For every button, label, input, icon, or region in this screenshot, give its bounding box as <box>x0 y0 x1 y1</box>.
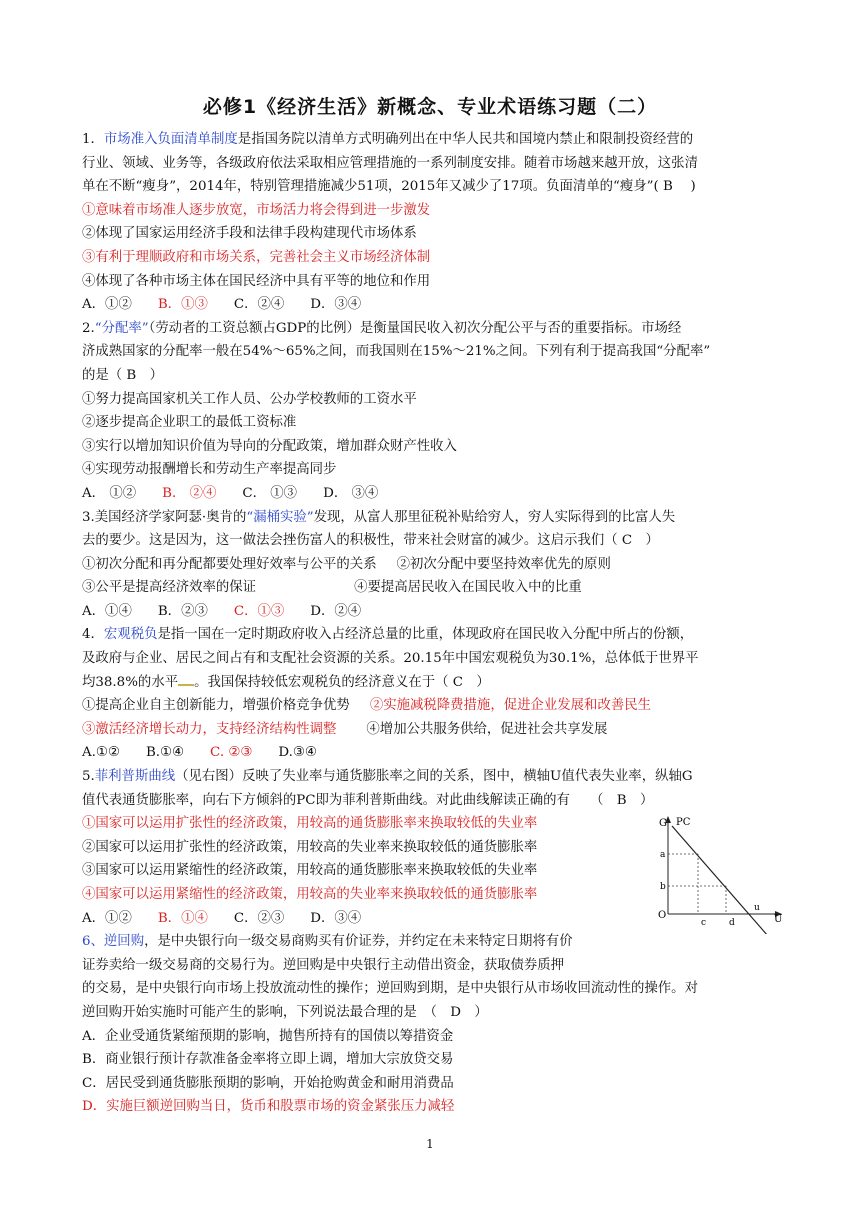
u-mark: u <box>754 903 760 913</box>
term-highlight: “分配率” <box>94 320 149 336</box>
question-text: 单在不断“瘦身”，2014年，特别管理措施减少51项，2015年又减少了17项。负面清单的“瘦身”( B ) <box>82 179 696 195</box>
option-b: B.①④ <box>145 745 185 761</box>
option-c: C．②④ <box>233 297 285 313</box>
phillips-curve-figure <box>648 810 784 934</box>
option-a: A．①④ <box>82 603 132 619</box>
statement-2: ②体现了国家运用经济手段和法律手段构建现代市场体系 <box>82 226 417 242</box>
term-highlight: 逆回购 <box>103 934 145 950</box>
option-d: D.③④ <box>278 745 317 761</box>
option-d: D．实施巨额逆回购当日，货币和股票市场的资金紧张压力减轻 <box>82 1099 455 1115</box>
question-text: 。我国保持较低宏观税负的经济意义在于（ C ） <box>194 674 490 690</box>
question-number: 3. <box>82 509 95 525</box>
statement-2: ②逐步提高企业职工的最低工资标准 <box>82 415 297 431</box>
term-highlight: “漏桶实验” <box>246 509 314 525</box>
tick-label-c: c <box>701 918 707 928</box>
statement-1: ①国家可以运用扩张性的经济政策，用较高的通货膨胀率来换取较低的失业率 <box>82 816 538 832</box>
question-text: （见右图）反映了失业率与通货膨胀率之间的关系，图中，横轴U值代表失业率，纵轴G <box>175 769 693 785</box>
question-text: 是指一国在一定时期政府收入占经济总量的比重，体现政府在国民收入分配中所占的份额， <box>157 627 694 643</box>
option-c: C．②③ <box>233 910 285 926</box>
answer-options <box>82 293 782 317</box>
option-a: A．①② <box>82 910 132 926</box>
statement-2: ②初次分配中要坚持效率优先的原则 <box>396 556 611 572</box>
question-2 <box>82 317 782 506</box>
option-c: C． ①③ <box>242 485 298 501</box>
statement-4: ④增加公共服务供给，促进社会共享发展 <box>366 721 608 737</box>
option-d: D．③④ <box>310 297 362 313</box>
option-c: C．①③ <box>233 603 285 619</box>
question-number: 1． <box>82 132 104 147</box>
question-number: 5. <box>82 769 95 785</box>
statement-4: ④体现了各种市场主体在国民经济中具有平等的地位和作用 <box>82 273 431 289</box>
question-text: 济成熟国家的分配率一般在54%～65%之间，而我国则在15%～21%之间。下列有利于提高我国“分配率” <box>82 344 711 360</box>
answer-options <box>82 600 782 624</box>
question-text: 均38.8%的水平 <box>82 674 179 690</box>
option-d: D．②④ <box>310 603 362 619</box>
question-1 <box>82 128 782 317</box>
statement-2: ②实施减税降费措施，促进企业发展和改善民生 <box>369 698 652 714</box>
statement-4: ④实现劳动报酬增长和劳动生产率提高同步 <box>82 462 337 478</box>
question-3 <box>82 506 782 624</box>
question-4 <box>82 623 782 765</box>
page-number: 1 <box>426 1137 434 1151</box>
phillips-curve-diagram <box>648 810 784 934</box>
question-text: 是指国务院以清单方式明确列出在中华人民共和国境内禁止和限制投资经营的 <box>237 132 694 147</box>
statement-1: ①意味着市场准人逐步放宽，市场活力将会得到进一步激发 <box>82 202 431 218</box>
x-axis-label: U <box>774 914 783 925</box>
question-number: 6、 <box>82 934 104 950</box>
option-b: B．商业银行预计存款准备金率将立即上调，增加大宗放贷交易 <box>82 1052 454 1068</box>
option-a: A．①② <box>82 297 132 313</box>
statement-4: ④要提高居民收入在国民收入中的比重 <box>354 580 582 596</box>
question-text: ，是中央银行向一级交易商购买有价证券，并约定在未来特定日期将有价 <box>144 934 573 950</box>
option-b: B． ②④ <box>162 485 217 501</box>
page-title: 必修1《经济生活》新概念、专业术语练习题（二） <box>202 96 658 118</box>
tick-label-d: d <box>729 918 735 928</box>
statement-1: ①提高企业自主创新能力，增强价格竞争优势 <box>82 698 350 714</box>
underline-mark <box>178 674 194 686</box>
option-b: B．①④ <box>157 910 208 926</box>
pc-curve <box>672 826 768 934</box>
statement-3: ③有利于理顺政府和市场关系，完善社会主义市场经济体制 <box>82 249 431 265</box>
question-text: 逆回购开始实施时可能产生的影响，下列说法最合理的是 （ D ） <box>82 1004 488 1020</box>
option-d: D． ③④ <box>323 485 379 501</box>
tick-label-a: a <box>660 850 666 860</box>
option-c: C．居民受到通货膨胀预期的影响，开始抢购黄金和耐用消费品 <box>82 1075 454 1091</box>
tick-label-b: b <box>660 882 666 892</box>
option-a: A.①② <box>82 745 120 761</box>
statement-3: ③国家可以运用紧缩性的经济政策，用较高的通货膨胀率来换取较低的失业率 <box>82 863 538 879</box>
option-a: A． ①② <box>82 485 137 501</box>
question-text: 值代表通货膨胀率，向右下方倾斜的PC即为菲利普斯曲线。对此曲线解读正确的有 （ B ） <box>82 792 654 808</box>
question-text: 行业、领域、业务等，各级政府依法采取相应管理措施的一系列制度安排。随着市场越来越开放，这张清 <box>82 155 698 171</box>
question-text: 及政府与企业、居民之间占有和支配社会资源的关系。20.15年中国宏观税负为30.1%，总体低于世界平 <box>82 651 699 667</box>
statement-3: ③激活经济增长动力，支持经济结构性调整 <box>82 721 337 737</box>
term-highlight: 市场准入负面清单制度 <box>103 132 238 147</box>
question-text: 的交易，是中央银行向市场上投放流动性的操作；逆回购到期，是中央银行从市场收回流动性的操作。对 <box>82 981 698 997</box>
question-text: 发现，从富人那里征税补贴给穷人，穷人实际得到的比富人失 <box>313 509 676 525</box>
answer-options <box>82 741 782 765</box>
question-text: 的是（ B ） <box>82 367 164 383</box>
option-d: D．③④ <box>310 910 362 926</box>
answer-options <box>82 482 782 506</box>
question-list <box>82 128 782 1119</box>
question-text: 证券卖给一级交易商的交易行为。逆回购是中央银行主动借出资金，获取债券质押 <box>82 957 565 973</box>
term-highlight: 宏观税负 <box>103 627 158 643</box>
statement-3: ③实行以增加知识价值为导向的分配政策，增加群众财产性收入 <box>82 438 457 454</box>
statement-1: ①初次分配和再分配都要处理好效率与公平的关系 <box>82 556 377 572</box>
question-number: 4． <box>82 627 104 643</box>
y-axis-label: G <box>659 818 667 829</box>
statement-1: ①努力提高国家机关工作人员、公办学校教师的工资水平 <box>82 391 417 407</box>
option-b: B．①③ <box>157 297 208 313</box>
question-text: （劳动者的工资总额占GDP的比例）是衡量国民收入初次分配公平与否的重要指标。市场经 <box>148 320 682 336</box>
question-text: 去的要少。这是因为，这一做法会挫伤富人的积极性，带来社会财富的减少。这启示我们（ C ） <box>82 533 659 549</box>
statement-2: ②国家可以运用扩张性的经济政策，用较高的失业率来换取较低的通货膨胀率 <box>82 839 538 855</box>
option-a: A．企业受通货紧缩预期的影响，抛售所持有的国债以筹措资金 <box>82 1028 454 1044</box>
question-number: 2. <box>82 320 95 336</box>
origin-label: O <box>658 910 667 921</box>
statement-4: ④国家可以运用紧缩性的经济政策，用较高的失业率来换取较低的通货膨胀率 <box>82 887 538 902</box>
term-highlight: 菲利普斯曲线 <box>94 769 176 785</box>
curve-label: PC <box>676 817 691 828</box>
statement-3: ③公平是提高经济效率的保证 <box>82 580 257 596</box>
option-c: C. ②③ <box>210 745 253 761</box>
question-6 <box>82 930 782 1119</box>
option-b: B．②③ <box>157 603 208 619</box>
question-text: 美国经济学家阿瑟·奥肯的 <box>94 509 247 525</box>
